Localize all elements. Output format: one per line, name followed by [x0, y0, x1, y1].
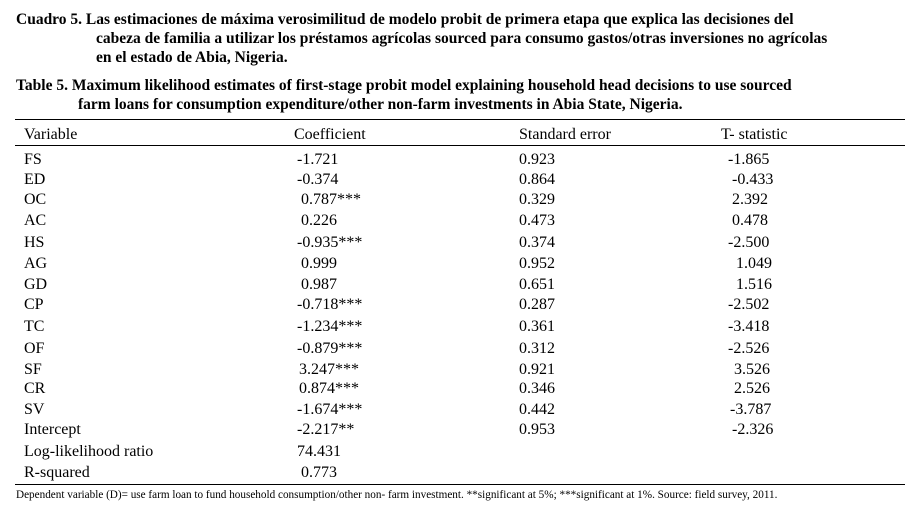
t-stat-cell: -2.502	[728, 296, 770, 313]
t-stat-cell: -2.500	[728, 234, 770, 251]
table-header-rule	[15, 145, 905, 146]
coefficient-header: Coefficient	[294, 126, 366, 143]
coefficient-cell: -0.879***	[297, 340, 363, 357]
variable-cell: AC	[24, 212, 47, 229]
std-error-cell: 0.346	[519, 380, 555, 397]
std-error-cell: 0.864	[519, 171, 555, 188]
std-error-cell: 0.329	[519, 191, 555, 208]
t-stat-header: T- statistic	[721, 126, 788, 143]
t-stat-cell: 0.478	[732, 212, 768, 229]
variable-cell: Log-likelihood ratio	[24, 443, 154, 460]
t-stat-cell: 1.049	[736, 255, 772, 272]
t-stat-cell: -3.418	[728, 318, 770, 335]
variable-cell: AG	[24, 255, 48, 272]
coefficient-cell: -1.674***	[297, 401, 363, 418]
variable-cell: OC	[24, 191, 47, 208]
coefficient-cell: -0.718***	[297, 296, 363, 313]
t-stat-cell: -0.433	[732, 171, 774, 188]
variable-cell: TC	[24, 318, 45, 335]
caption-spanish-line-2: cabeza de familia a utilizar los préstamos agrícolas sourced para consumo gastos/otras inversiones no agrícolas	[96, 30, 828, 47]
coefficient-cell: 0.999	[301, 255, 337, 272]
variable-cell: HS	[24, 234, 45, 251]
std-error-header: Standard error	[519, 126, 611, 143]
caption-spanish-line-1: Cuadro 5. Las estimaciones de máxima verosimilitud de modelo probit de primera etapa que explica las decisiones del	[16, 11, 794, 28]
caption-spanish	[16, 10, 904, 67]
coefficient-cell: -1.721	[297, 151, 339, 168]
coefficient-cell: -2.217**	[297, 421, 355, 438]
coefficient-cell: -0.374	[297, 171, 339, 188]
coefficient-cell: 0.874***	[299, 380, 359, 397]
std-error-cell: 0.953	[519, 421, 555, 438]
t-stat-cell: -3.787	[730, 401, 772, 418]
t-stat-cell: 2.392	[732, 191, 768, 208]
coefficient-cell: 0.987	[301, 276, 337, 293]
coefficient-cell: -1.234***	[297, 318, 363, 335]
coefficient-cell: -0.935***	[297, 234, 363, 251]
variable-cell: ED	[24, 171, 46, 188]
std-error-cell: 0.473	[519, 212, 555, 229]
t-stat-cell: 2.526	[734, 380, 770, 397]
std-error-cell: 0.312	[519, 340, 555, 357]
std-error-cell: 0.923	[519, 151, 555, 168]
variable-cell: SF	[24, 361, 42, 378]
variable-cell: FS	[24, 151, 42, 168]
variable-cell: GD	[24, 276, 48, 293]
variable-cell: OF	[24, 340, 45, 357]
variable-cell: Intercept	[24, 421, 81, 438]
t-stat-cell: 3.526	[734, 361, 770, 378]
t-stat-cell: 1.516	[736, 276, 772, 293]
t-stat-cell: -1.865	[728, 151, 770, 168]
std-error-cell: 0.442	[519, 401, 555, 418]
caption-english-line-1: Table 5. Maximum likelihood estimates of first-stage probit model explaining household head decisions to use sourced	[16, 77, 792, 94]
std-error-cell: 0.651	[519, 276, 555, 293]
table-bottom-rule	[15, 484, 905, 485]
coefficient-cell: 0.773	[301, 464, 337, 481]
std-error-cell: 0.921	[519, 361, 555, 378]
coefficient-cell: 0.787***	[301, 191, 361, 208]
coefficient-cell: 74.431	[297, 443, 341, 460]
caption-english-line-2: farm loans for consumption expenditure/other non-farm investments in Abia State, Nigeria.	[78, 96, 683, 113]
caption-spanish-line-3: en el estado de Abia, Nigeria.	[96, 49, 288, 66]
variable-cell: R-squared	[24, 464, 90, 481]
std-error-cell: 0.361	[519, 318, 555, 335]
variable-cell: SV	[24, 401, 45, 418]
std-error-cell: 0.287	[519, 296, 555, 313]
table-footnote: Dependent variable (D)= use farm loan to fund household consumption/other non- farm investment. **significant at 5%; ***significant at 1%. Source: field survey, 2011.	[16, 489, 778, 501]
variable-cell: CP	[24, 296, 44, 313]
t-stat-cell: -2.526	[728, 340, 770, 357]
caption-english	[16, 76, 904, 114]
t-stat-cell: -2.326	[732, 421, 774, 438]
variable-header: Variable	[24, 126, 78, 143]
std-error-cell: 0.374	[519, 234, 555, 251]
coefficient-cell: 0.226	[301, 212, 337, 229]
coefficient-cell: 3.247***	[299, 361, 359, 378]
table-top-rule	[15, 119, 905, 120]
std-error-cell: 0.952	[519, 255, 555, 272]
variable-cell: CR	[24, 380, 46, 397]
